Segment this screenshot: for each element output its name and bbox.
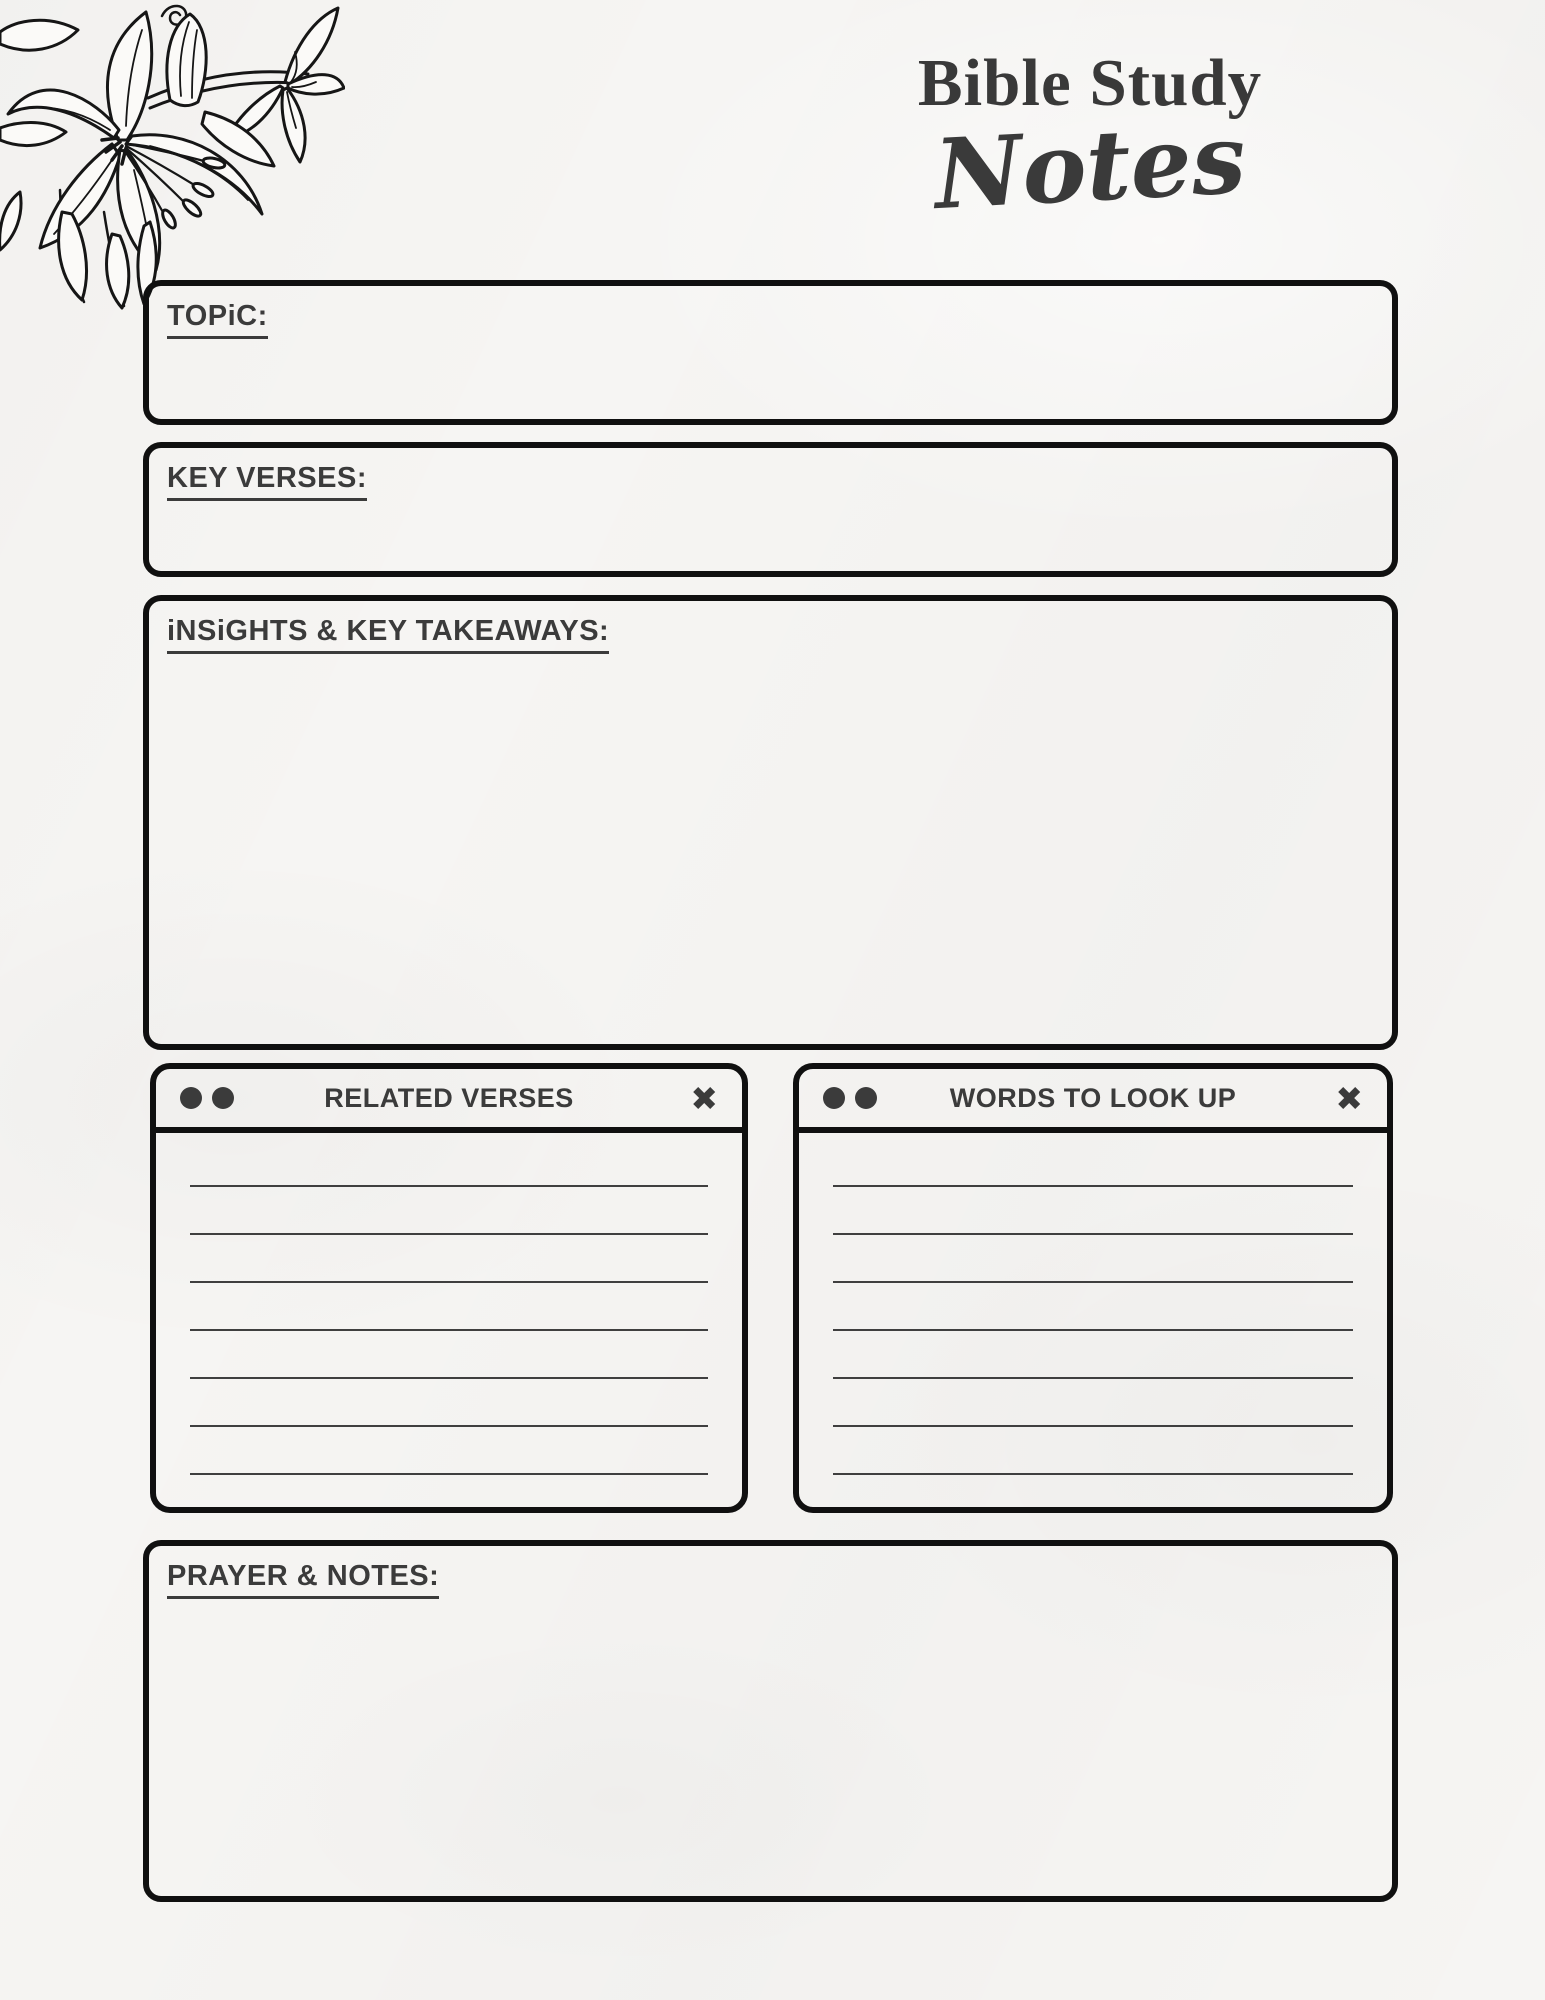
flower-illustration-icon: [0, 0, 345, 312]
topic-label: TOPiC:: [167, 300, 268, 339]
ruled-line: [190, 1331, 708, 1379]
ruled-line: [833, 1427, 1353, 1475]
words-to-look-up-window-title: WORDS TO LOOK UP: [949, 1082, 1237, 1113]
words-to-look-up-writing-area[interactable]: [799, 1133, 1387, 1475]
words-to-look-up-window: [793, 1063, 1393, 1513]
related-verses-window-titlebar: [156, 1069, 742, 1133]
ruled-line: [190, 1427, 708, 1475]
ruled-line: [190, 1139, 708, 1187]
ruled-line: [190, 1235, 708, 1283]
close-icon[interactable]: ✖: [690, 1078, 718, 1118]
insights-label: iNSiGHTS & KEY TAKEAWAYS:: [167, 615, 609, 654]
key-verses-label: KEY VERSES:: [167, 462, 367, 501]
page-title-line2: Notes: [931, 101, 1249, 232]
page-title-line1: Bible Study: [917, 46, 1263, 120]
insights-section[interactable]: [143, 595, 1398, 1050]
window-dots-icon: [823, 1087, 907, 1109]
prayer-notes-label: PRAYER & NOTES:: [167, 1560, 439, 1599]
related-verses-window: [150, 1063, 748, 1513]
related-verses-writing-area[interactable]: [156, 1133, 742, 1475]
ruled-line: [833, 1379, 1353, 1427]
close-icon[interactable]: ✖: [1335, 1078, 1363, 1118]
ruled-line: [190, 1187, 708, 1235]
window-dots-icon: [180, 1087, 264, 1109]
topic-section[interactable]: [143, 280, 1398, 425]
ruled-line: [833, 1235, 1353, 1283]
ruled-line: [833, 1283, 1353, 1331]
prayer-notes-section[interactable]: [143, 1540, 1398, 1902]
ruled-line: [833, 1331, 1353, 1379]
ruled-line: [833, 1139, 1353, 1187]
key-verses-section[interactable]: [143, 442, 1398, 577]
words-to-look-up-window-titlebar: [799, 1069, 1387, 1133]
ruled-line: [833, 1187, 1353, 1235]
page-title: [790, 46, 1390, 232]
ruled-line: [190, 1283, 708, 1331]
ruled-line: [190, 1379, 708, 1427]
related-verses-window-title: RELATED VERSES: [324, 1082, 574, 1113]
